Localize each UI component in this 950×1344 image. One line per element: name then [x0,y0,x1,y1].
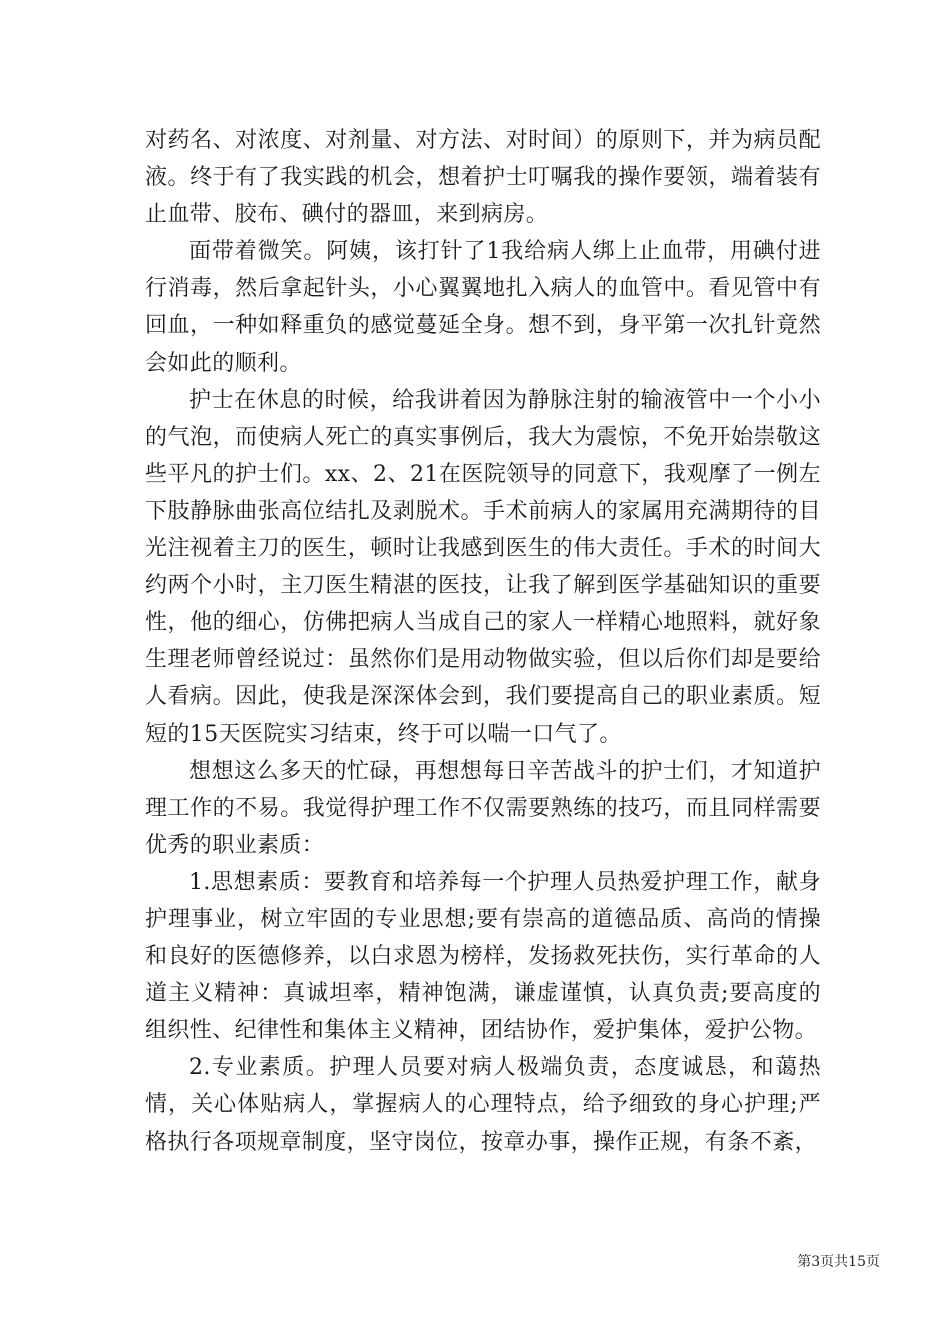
paragraph-1: 对药名、对浓度、对剂量、对方法、对时间）的原则下，并为病员配液。终于有了我实践的机会，想着护士叮嘱我的操作要领，端着装有止血带、胶布、碘付的器皿，来到病房。 [145,128,821,228]
paragraph-3: 护士在休息的时候，给我讲着因为静脉注射的输液管中一个小小的气泡，而使病人死亡的真实事例后，我大为震惊，不免开始崇敬这些平凡的护士们。xx、2、21在医院领导的同意下，我观摩了一例左下肢静脉曲张高位结扎及剥脱术。手术前病人的家属用充满期待的目光注视着主刀的医生，顿时让我感到医生的伟大责任。手术的时间大约两个小时，主刀医生精湛的医技，让我了解到医学基础知识的重要性，他的细心，仿佛把病人当成自己的家人一样精心地照料，就好象生理老师曾经说过：虽然你们是用动物做实验，但以后你们却是要给人看病。因此，使我是深深体会到，我们要提高自己的职业素质。短短的15天医院实习结束，终于可以喘一口气了。 [145,387,821,747]
paragraph-5: 1.思想素质：要教育和培养每一个护理人员热爱护理工作，献身护理事业，树立牢固的专业思想;要有崇高的道德品质、高尚的情操和良好的医德修养，以白求恩为榜样，发扬救死扶伤，实行革命的人道主义精神：真诚坦率，精神饱满，谦虚谨慎，认真负责;要高度的组织性、纪律性和集体主义精神，团结协作，爱护集体，爱护公物。 [145,869,821,1044]
paragraph-4: 想想这么多天的忙碌，再想想每日辛苦战斗的护士们，才知道护理工作的不易。我觉得护理工作不仅需要熟练的技巧，而且同样需要优秀的职业素质： [145,758,821,858]
document-body [145,122,821,1161]
page-number-footer: 第3页共15页 [797,1254,880,1270]
paragraph-6: 2.专业素质。护理人员要对病人极端负责，态度诚恳，和蔼热情，关心体贴病人，掌握病人的心理特点，给予细致的身心护理;严格执行各项规章制度，坚守岗位，按章办事，操作正规，有条不紊， [145,1055,821,1155]
paragraph-2: 面带着微笑。阿姨，该打针了1我给病人绑上止血带，用碘付进行消毒，然后拿起针头，小心翼翼地扎入病人的血管中。看见管中有回血，一种如释重负的感觉蔓延全身。想不到，身平第一次扎针竟然会如此的顺利。 [145,239,821,376]
